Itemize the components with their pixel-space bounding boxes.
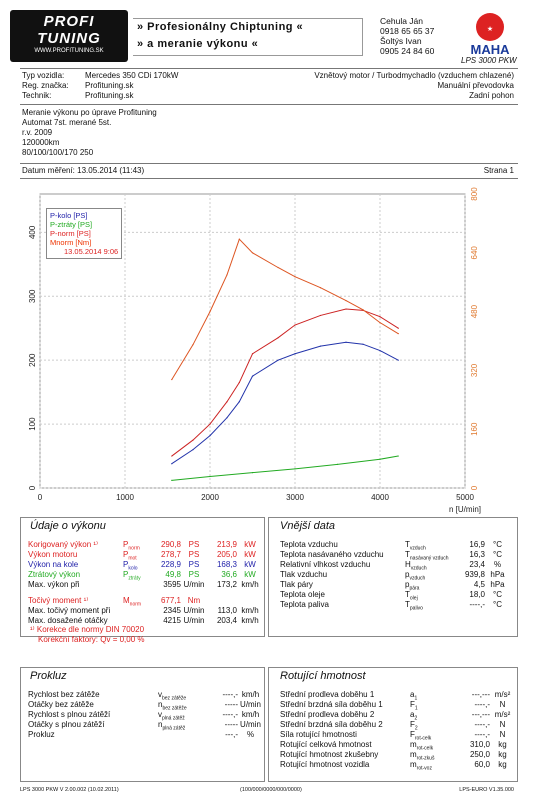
data-point	[171, 379, 172, 380]
cell-u1: U/min	[183, 580, 205, 589]
cell-v2: 203,4	[216, 616, 237, 625]
cell-label: Výkon motoru	[28, 550, 78, 559]
header-title	[133, 18, 363, 56]
table-row	[28, 550, 268, 560]
cell-u2: kW	[244, 540, 256, 549]
cell-label: Síla rotující hmotnosti	[280, 730, 357, 739]
cell-label: Střední brzdná síla doběhu 1	[280, 700, 383, 709]
data-point	[252, 252, 253, 253]
y-right-tick-label: 480	[470, 304, 479, 319]
cell-val: ----,-	[474, 730, 490, 739]
divider	[20, 178, 518, 179]
prokluz-title: Prokluz	[30, 670, 67, 682]
cell-v1: 290,8	[160, 540, 181, 549]
data-point	[252, 472, 253, 473]
cell-unit: km/h	[241, 710, 260, 719]
table-row	[28, 570, 268, 580]
cell-unit: N	[499, 730, 506, 739]
cell-u1: U/min	[183, 606, 205, 615]
x-axis-label: n [U/min]	[448, 505, 482, 514]
cell-label: Teplota paliva	[280, 600, 329, 609]
cell-label: Max. točivý moment při	[28, 606, 111, 615]
cell-u1: PS	[188, 570, 200, 579]
data-point	[345, 308, 346, 309]
x-tick-label: 2000	[201, 493, 219, 502]
cell-u1: Nm	[187, 596, 201, 605]
cell-label: Výkon na kole	[28, 560, 79, 569]
cell-unit: kg	[498, 760, 507, 769]
cell-v1: 2345	[163, 606, 181, 615]
legend-p-kolo: P-kolo [PS]	[50, 211, 88, 220]
typ-value: Mercedes 350 CDi 170kW	[85, 71, 179, 80]
cell-v1: 3595	[163, 580, 181, 589]
data-point	[294, 353, 295, 354]
cell-val: 939,8	[464, 570, 485, 579]
cell-u2: kW	[244, 570, 256, 579]
lps-label: LPS 3000 PKW	[461, 56, 517, 65]
cell-label: Rotující hmotnost zkušebny	[280, 750, 379, 759]
cell-u1: PS	[188, 540, 200, 549]
x-tick-label: 0	[37, 493, 43, 502]
cell-unit: U/min	[240, 700, 261, 709]
cell-u2	[237, 596, 263, 606]
page-label: Strana 1	[483, 166, 514, 175]
cell-v2: 205,0	[216, 550, 237, 559]
cell-sym: $n_{bez zátěže}$	[158, 700, 187, 712]
cell-v2: 173,2	[216, 580, 237, 589]
data-point	[398, 455, 399, 456]
cell-unit: °C	[493, 590, 502, 599]
drive: Zadní pohon	[469, 91, 514, 100]
date-label: Datum měření: 13.05.2014 (11:43)	[22, 166, 145, 175]
data-point	[337, 464, 338, 465]
cell-sym: $m_{rot-celk}$	[410, 740, 434, 752]
cell-label: Max. výkon při	[28, 580, 80, 589]
table-row	[280, 750, 515, 760]
cell-u1: U/min	[183, 616, 205, 625]
cell-v1: 4215	[163, 616, 181, 625]
note-line: Automat 7st. merané 5st.	[22, 118, 112, 127]
data-point	[345, 342, 346, 343]
y-left-tick-label: 400	[27, 225, 37, 240]
cell-label: Max. dosažené otáčky	[28, 616, 108, 625]
cell-sym: $T_{nasávaný vzduch}$	[405, 550, 449, 562]
data-point	[320, 346, 321, 347]
data-point	[171, 480, 172, 481]
cell-val: 16,9	[469, 540, 485, 549]
y-right-tick-label: 320	[470, 363, 479, 378]
table-row	[28, 730, 263, 740]
note-line: 80/100/100/170 250	[22, 148, 94, 157]
cell-v1: 228,9	[160, 560, 181, 569]
data-point	[171, 463, 172, 464]
cell-sym: $n_{plná zátěž}$	[158, 720, 186, 732]
cell-sym: $F_2$	[410, 720, 418, 732]
data-point	[209, 311, 210, 312]
table-row	[28, 690, 263, 700]
cell-unit: hPa	[490, 570, 505, 579]
cell-label: Tlak páry	[280, 580, 313, 589]
contact-line: Cehula Ján	[380, 16, 424, 26]
data-point	[239, 239, 240, 240]
data-point	[320, 287, 321, 288]
x-tick-label: 5000	[456, 493, 474, 502]
hmotnost-title: Rotující hmotnost	[280, 670, 366, 682]
vehicle-values	[85, 71, 178, 101]
maha-logo	[460, 10, 520, 58]
cell-val: 23,4	[469, 560, 485, 569]
note-line: 120000km	[22, 138, 60, 147]
data-point	[398, 360, 399, 361]
cell-label: Rychlost bez zátěže	[28, 690, 100, 699]
cell-label: Rotující hmotnost vozidla	[280, 760, 370, 769]
cell-sym: $F_1$	[410, 700, 418, 712]
cell-unit: m/s²	[494, 690, 511, 699]
table-row	[280, 550, 515, 560]
data-point	[277, 267, 278, 268]
data-point	[226, 417, 227, 418]
data-point	[362, 344, 363, 345]
hmotnost-table	[280, 690, 515, 770]
cell-sym: $P_{mot}$	[123, 550, 137, 562]
cell-val: ---,---	[471, 690, 490, 699]
vehicle-labels	[22, 71, 69, 101]
x-tick-label: 4000	[371, 493, 389, 502]
cell-label: Relativní vlhkost vzduchu	[280, 560, 371, 569]
data-point	[398, 328, 399, 329]
cell-label: Střední brzdná síla doběhu 2	[280, 720, 383, 729]
table-row	[280, 580, 515, 590]
cell-u2: km/h	[241, 580, 259, 589]
tech-label: Technik:	[22, 91, 52, 100]
table-row	[28, 540, 268, 550]
data-point	[226, 274, 227, 275]
data-point	[239, 382, 240, 383]
table-row	[280, 730, 515, 740]
table-row	[28, 720, 263, 730]
contact-line: 0905 24 84 60	[380, 46, 435, 56]
table-row	[280, 700, 515, 710]
legend-p-norm: P-norm [PS]	[50, 229, 91, 238]
cell-val: ---,-	[225, 730, 238, 739]
cell-val: 18,0	[469, 590, 485, 599]
cell-u1: PS	[188, 560, 200, 569]
cell-v1: 677,1	[160, 596, 181, 605]
svg-text:★: ★	[486, 26, 494, 33]
header-title-line1: » Profesionálny Chiptuning «	[137, 21, 304, 33]
korekce-note: ¹⁾ Korekce dle normy DIN 70020	[30, 625, 145, 634]
vehicle-specs	[314, 71, 514, 101]
data-point	[362, 309, 363, 310]
divider	[20, 68, 518, 69]
cell-val: ----,-	[469, 600, 485, 609]
cell-label: Teplota vzduchu	[280, 540, 338, 549]
data-point	[209, 476, 210, 477]
contact-block	[380, 16, 434, 56]
y-right-tick-label: 640	[470, 246, 479, 260]
x-tick-label: 3000	[286, 493, 304, 502]
data-point	[252, 376, 253, 377]
cell-val: ---,---	[471, 710, 490, 719]
cell-unit: hPa	[490, 580, 505, 589]
cell-val: 4,5	[473, 580, 485, 589]
cell-val: 310,0	[469, 740, 490, 749]
logo-url: WWW.PROFITUNING.SK	[34, 48, 104, 54]
data-point	[345, 300, 346, 301]
data-point	[294, 324, 295, 325]
data-point	[379, 459, 380, 460]
cell-u2: km/h	[241, 616, 259, 625]
cell-sym: $p_{pára}$	[405, 580, 420, 592]
cell-sym: $P_{kolo}$	[123, 560, 138, 572]
footer-left: LPS 3000 PKW V 2.00.002 (10.02.2011)	[20, 787, 119, 793]
table-row	[28, 606, 268, 616]
table-row	[28, 596, 268, 606]
contact-line: 0918 65 65 37	[380, 26, 435, 36]
cell-val: ----,-	[474, 720, 490, 729]
cell-sym: $a_2$	[410, 710, 418, 722]
vnejsi-title: Vnější data	[280, 520, 336, 532]
maha-text: MAHA	[470, 42, 510, 57]
footer-right: LPS-EURO V1.35.000	[459, 787, 514, 793]
data-point	[398, 333, 399, 334]
data-point	[209, 423, 210, 424]
korekce-factor: Korekční faktory: Qv = 0,00 %	[38, 635, 145, 644]
cell-label: Rychlost s plnou zátěží	[28, 710, 111, 719]
cell-sym: $P_{ztráty}$	[123, 570, 141, 582]
cell-v2: 168,3	[216, 560, 237, 569]
cell-sym: $M_{norm}$	[123, 596, 142, 608]
cell-sym: $m_{rot-voz}$	[410, 760, 432, 772]
cell-val: -----	[224, 720, 238, 729]
logo-bottom-text: TUNING	[37, 30, 101, 47]
y-left-tick-label: 300	[28, 289, 37, 303]
header-title-line2: » a meranie výkonu «	[137, 38, 259, 50]
table-row	[28, 560, 268, 570]
chart-legend	[46, 208, 122, 259]
cell-unit: kg	[498, 740, 507, 749]
cell-u2: kW	[244, 550, 256, 559]
x-tick-label: 1000	[116, 493, 134, 502]
cell-u2: km/h	[241, 606, 259, 615]
table-row	[280, 560, 515, 570]
data-point	[320, 315, 321, 316]
cell-v2: 113,0	[217, 606, 237, 615]
divider	[20, 163, 518, 164]
footer-mid: (100/000/0000/000/0000)	[240, 787, 302, 793]
cell-unit: %	[246, 730, 255, 739]
cell-val: -----	[224, 700, 238, 709]
data-point	[379, 322, 380, 323]
cell-unit: °C	[493, 600, 502, 609]
typ-label: Typ vozidla:	[22, 71, 65, 80]
prokluz-table	[28, 690, 263, 740]
cell-unit: kg	[498, 750, 507, 759]
cell-sym: $v_{plná zátěž}$	[158, 710, 185, 722]
cell-sym: $F_{rot-celk}$	[410, 730, 432, 742]
cell-sym: $v_{bez zátěže}$	[158, 690, 187, 702]
notes	[22, 108, 157, 158]
divider	[20, 104, 518, 105]
transmission: Manuální převodovka	[437, 81, 514, 90]
cell-val: 16,3	[469, 550, 485, 559]
cell-sym: $a_1$	[410, 690, 418, 702]
cell-u2: kW	[244, 560, 256, 569]
cell-unit: N	[499, 720, 506, 729]
y-left-tick-label: 200	[28, 353, 37, 367]
cell-v2	[207, 596, 237, 606]
data-point	[192, 344, 193, 345]
cell-val: 250,0	[469, 750, 490, 759]
table-row	[280, 690, 515, 700]
cell-v2: 213,9	[216, 540, 237, 549]
cell-unit: m/s²	[494, 710, 511, 719]
cell-label: Střední prodleva doběhu 2	[280, 710, 375, 719]
cell-unit: km/h	[241, 690, 260, 699]
cell-label: Ztrátový výkon	[28, 570, 81, 579]
table-row	[280, 540, 515, 550]
cell-label: Korigovaný výkon ¹⁾	[28, 540, 98, 549]
table-row	[28, 700, 263, 710]
y-left-tick-label: 100	[28, 417, 37, 431]
cell-label: Rotující celková hmotnost	[280, 740, 372, 749]
cell-label: Tlak vzduchu	[280, 570, 328, 579]
y-left-tick-label: 0	[28, 485, 37, 491]
data-point	[192, 449, 193, 450]
note-line: r.v. 2009	[22, 128, 53, 137]
cell-v1: 49,8	[165, 570, 181, 579]
cell-unit: %	[493, 560, 502, 569]
table-row	[280, 710, 515, 720]
cell-val: ----,-	[222, 690, 238, 699]
cell-u1: PS	[188, 550, 200, 559]
table-row	[280, 600, 515, 610]
cell-label: Točivý moment ¹⁾	[28, 596, 89, 605]
note-line: Meranie výkonu po úprave Profituning	[22, 108, 157, 117]
data-point	[192, 439, 193, 440]
data-point	[294, 468, 295, 469]
cell-label: Otáčky bez zátěže	[28, 700, 94, 709]
cell-sym: $P_{norm}$	[123, 540, 140, 552]
y-right-tick-label: 160	[470, 422, 479, 436]
legend-p-ztraty: P-ztráty [PS]	[50, 220, 93, 229]
contact-line: Šoltýs Ivan	[380, 36, 422, 46]
logo-top-text: PROFI	[43, 13, 95, 30]
motor-type: Vznětový motor / Turbodmychadlo (vzduchem chlazené)	[314, 71, 514, 80]
legend-m-norm: Mnorm [Nm]	[50, 238, 92, 247]
cell-label: Teplota nasávaného vzduchu	[280, 550, 384, 559]
vnejsi-table	[280, 540, 515, 610]
data-point	[239, 401, 240, 402]
cell-sym: $p_{vzduch}$	[405, 570, 426, 582]
table-row	[280, 570, 515, 580]
data-point	[294, 276, 295, 277]
legend-date: 13.05.2014 9:06	[64, 247, 119, 256]
table-row	[280, 760, 515, 770]
cell-sym: $H_{vzduch}$	[405, 560, 427, 572]
table-row	[28, 710, 263, 720]
cell-val: ----,-	[474, 700, 490, 709]
data-point	[379, 316, 380, 317]
vykon-title: Údaje o výkonu	[30, 520, 106, 532]
data-point	[252, 353, 253, 354]
tech-value: Profituning.sk	[85, 91, 134, 100]
cell-label: Teplota oleje	[280, 590, 325, 599]
reg-label: Reg. značka:	[22, 81, 69, 90]
y-right-tick-label: 800	[470, 187, 479, 201]
cell-v2: 36,6	[221, 570, 237, 579]
data-point	[171, 455, 172, 456]
profituning-logo	[10, 10, 128, 62]
table-row	[280, 720, 515, 730]
y-right-tick-label: 0	[470, 485, 479, 491]
cell-unit: °C	[493, 550, 502, 559]
cell-val: ----,-	[222, 710, 238, 719]
table-row	[28, 580, 268, 590]
cell-unit: U/min	[240, 720, 261, 729]
reg-value: Profituning.sk	[85, 81, 134, 90]
data-point	[226, 401, 227, 402]
cell-sym	[158, 730, 208, 740]
cell-label: Prokluz	[28, 730, 55, 739]
cell-sym: $T_{palivo}$	[405, 600, 423, 612]
cell-sym: $m_{rot-zkuš}$	[410, 750, 435, 762]
cell-sym	[123, 580, 153, 590]
data-point	[209, 435, 210, 436]
cell-val: 60,0	[474, 760, 490, 769]
cell-sym: $T_{vzduch}$	[405, 540, 426, 552]
table-row	[280, 590, 515, 600]
cell-unit: °C	[493, 540, 502, 549]
data-point	[379, 350, 380, 351]
cell-label: Otáčky s plnou zátěží	[28, 720, 105, 729]
cell-unit: N	[499, 700, 506, 709]
cell-v1: 278,7	[160, 550, 181, 559]
data-point	[277, 337, 278, 338]
table-row	[280, 740, 515, 750]
cell-sym	[123, 606, 153, 616]
data-point	[277, 360, 278, 361]
vykon-table	[28, 540, 268, 626]
cell-sym: $T_{olej}$	[405, 590, 418, 602]
cell-label: Střední prodleva doběhu 1	[280, 690, 375, 699]
